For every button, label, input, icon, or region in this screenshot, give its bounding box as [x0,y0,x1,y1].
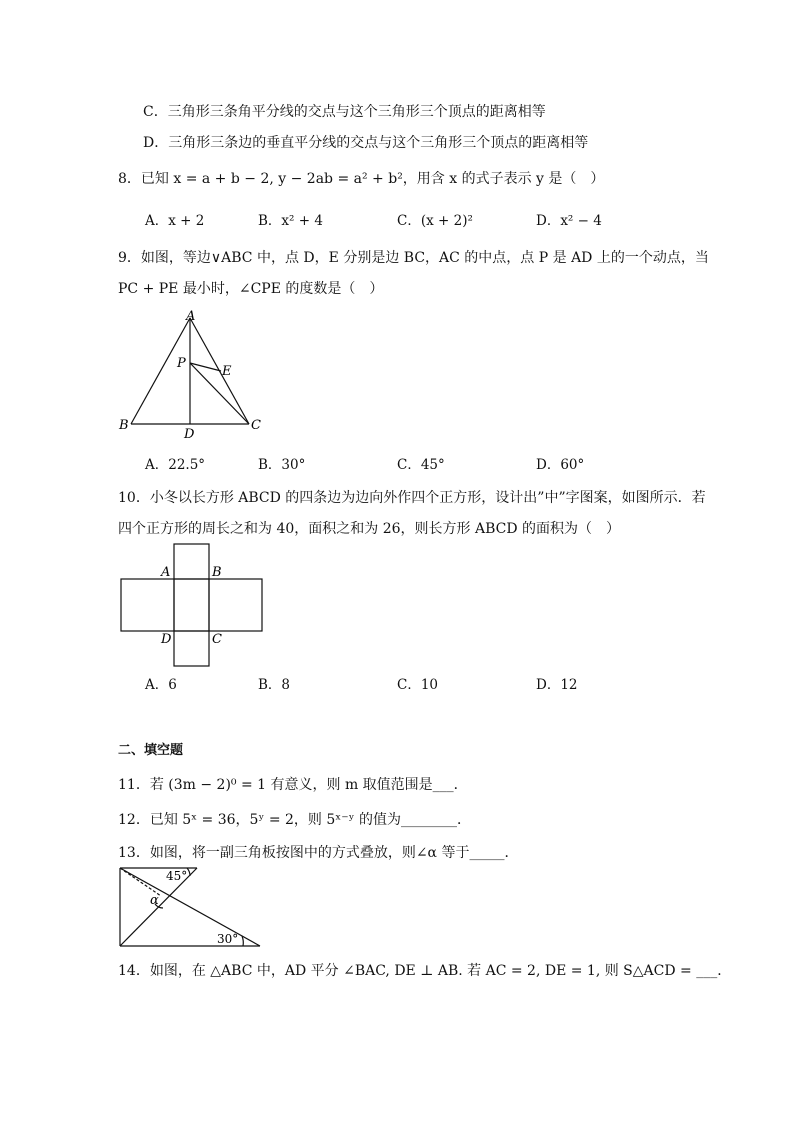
q9-label-p: P [177,356,186,371]
q10-option-a: A．6 [145,677,177,693]
q13-label-alpha: α [150,893,159,908]
q10-label-a: A [161,565,171,580]
q9-side-ab [131,318,190,424]
q9-label-b: B [119,418,129,433]
q10-label-d: D [161,632,172,647]
q9-label-c: C [251,418,261,433]
q11-stem: 11．若 (3m − 2)⁰ = 1 有意义，则 m 取值范围是___． [118,777,468,793]
section-title-fill-in: 二、填空题 [118,743,184,758]
q8-option-b: B．x² + 4 [258,213,323,229]
q9-triangle-figure [115,307,275,442]
q9-label-d: D [184,427,195,442]
q13-set-squares-figure [117,864,267,949]
q9-option-c: C．45° [397,457,445,473]
q10-cross-figure [118,542,268,672]
q9-stem-line1: 9．如图，等边∨ABC 中，点 D，E 分别是边 BC，AC 的中点，点 P 是 AD 上的一个动点，当 [118,250,709,266]
q13-label-45: 45° [166,869,188,883]
q8-option-d: D．x² − 4 [536,213,602,229]
q10-square-left [121,579,174,631]
q8-option-a: A．x + 2 [145,213,205,229]
q13-label-30: 30° [217,932,239,946]
q9-option-b: B．30° [258,457,306,473]
q13-angle-30-arc [242,936,243,946]
q13-dashed-line [120,868,161,896]
q10-label-c: C [212,632,222,647]
q10-option-b: B．8 [258,677,291,693]
q7-option-d: D．三角形三条边的垂直平分线的交点与这个三角形三个顶点的距离相等 [143,135,589,151]
q12-stem: 12．已知 5ˣ = 36，5ʸ = 2，则 5ˣ⁻ʸ 的值为________． [118,812,471,828]
q9-label-a: A [186,309,196,324]
q9-label-e: E [222,364,232,379]
q10-rectangle-abcd [174,579,209,631]
q14-stem: 14．如图，在 △ABC 中，AD 平分 ∠BAC, DE ⊥ AB. 若 AC = 2, DE = 1, 则 S△ACD = ___． [118,963,732,979]
q13-stem: 13．如图，将一副三角板按图中的方式叠放，则∠α 等于_____． [118,845,519,861]
q10-stem-line1: 10．小冬以长方形 ABCD 的四条边为边向外作四个正方形，设计出”中”字图案，如图所示．若 [118,490,706,506]
q13-angle-45-arc [187,868,190,876]
q10-stem-line2: 四个正方形的周长之和为 40，面积之和为 26，则长方形 ABCD 的面积为（ ） [118,521,621,537]
q9-stem-line2: PC + PE 最小时，∠CPE 的度数是（ ） [118,281,384,297]
q13-hypotenuse-30 [120,868,260,946]
q10-square-bottom [174,631,209,666]
q7-option-c: C．三角形三条角平分线的交点与这个三角形三个顶点的距离相等 [143,104,546,120]
q10-option-c: C．10 [397,677,439,693]
q10-label-b: B [212,565,222,580]
q8-stem: 8．已知 x = a + b − 2, y − 2ab = a² + b²，用含 x 的式子表示 y 是（ ） [118,171,605,187]
q9-option-d: D．60° [536,457,585,473]
q8-option-c: C．(x + 2)² [397,213,473,229]
q10-option-d: D．12 [536,677,578,693]
q9-option-a: A．22.5° [145,457,206,473]
q10-square-right [209,579,262,631]
q10-square-top [174,544,209,579]
